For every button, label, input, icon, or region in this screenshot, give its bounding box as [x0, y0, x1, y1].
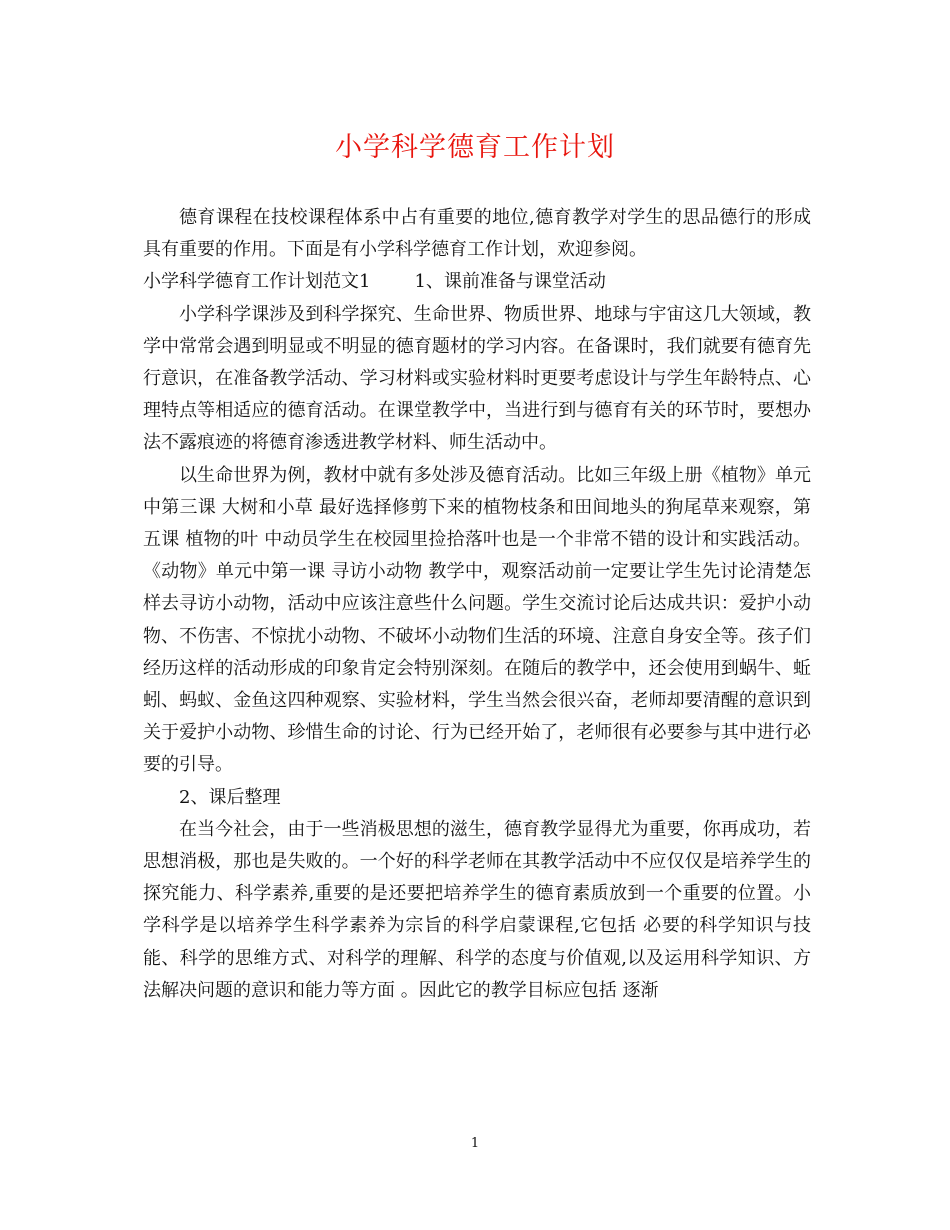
section1-heading: 1、课前准备与课堂活动 [414, 271, 606, 293]
document-body [143, 202, 811, 1007]
body-paragraph-3: 在当今社会，由于一些消极思想的滋生，德育教学显得尤为重要，你再成功，若思想消极，那也是失败的。一个好的科学老师在其教学活动中不应仅仅是培养学生的探究能力、科学素养,重要的是还要把培养学生的德育素质放到一个重要的位置。小学科学是以培养学生科学素养为宗旨的科学启蒙课程,它包括 必要的科学知识与技能、科学的思维方式、对科学的理解、科学的态度与价值观,以及运用科学知识、方法解决问题的意识和能力等方面 。因此它的教学目标应包括 逐渐 [143, 818, 811, 1001]
body-paragraph-2: 以生命世界为例，教材中就有多处涉及德育活动。比如三年级上册《植物》单元中第三课 大树和小草 最好选择修剪下来的植物枝条和田间地头的狗尾草来观察，第五课 植物的叶 中动员学生在校园里捡拾落叶也是一个非常不错的设计和实践活动。《动物》单元中第一课 寻访小动物 教学中，观察活动前一定要让学生先讨论清楚怎样去寻访小动物，活动中应该注意些什么问题。学生交流讨论后达成共识：爱护小动物、不伤害、不惊扰小动物、不破坏小动物们生活的环境、注意自身安全等。孩子们经历这样的活动形成的印象肯定会特别深刻。在随后的教学中，还会使用到蜗牛、蚯蚓、蚂蚁、金鱼这四种观察、实验材料，学生当然会很兴奋，老师却要清醒的意识到关于爱护小动物、珍惜生命的讨论、行为已经开始了，老师很有必要参与其中进行必要的引导。 [143, 464, 811, 776]
page-number: 1 [470, 1136, 480, 1151]
sample-heading: 小学科学德育工作计划范文1 [143, 271, 371, 293]
intro-paragraph: 德育课程在技校课程体系中占有重要的地位,德育教学对学生的思品德行的形成具有重要的作用。下面是有小学科学德育工作计划，欢迎参阅。 [143, 207, 811, 261]
sample-heading-line [143, 266, 811, 298]
document-title: 小学科学德育工作计划 [335, 132, 615, 163]
body-paragraph-1: 小学科学课涉及到科学探究、生命世界、物质世界、地球与宇宙这几大领域，教学中常常会遇到明显或不明显的德育题材的学习内容。在备课时，我们就要有德育先行意识，在准备教学活动、学习材料或实验材料时更要考虑设计与学生年龄特点、心理特点等相适应的德育活动。在课堂教学中，当进行到与德育有关的环节时，要想办法不露痕迹的将德育渗透进教学材料、师生活动中。 [143, 303, 811, 454]
section2-heading: 2、课后整理 [179, 786, 281, 808]
